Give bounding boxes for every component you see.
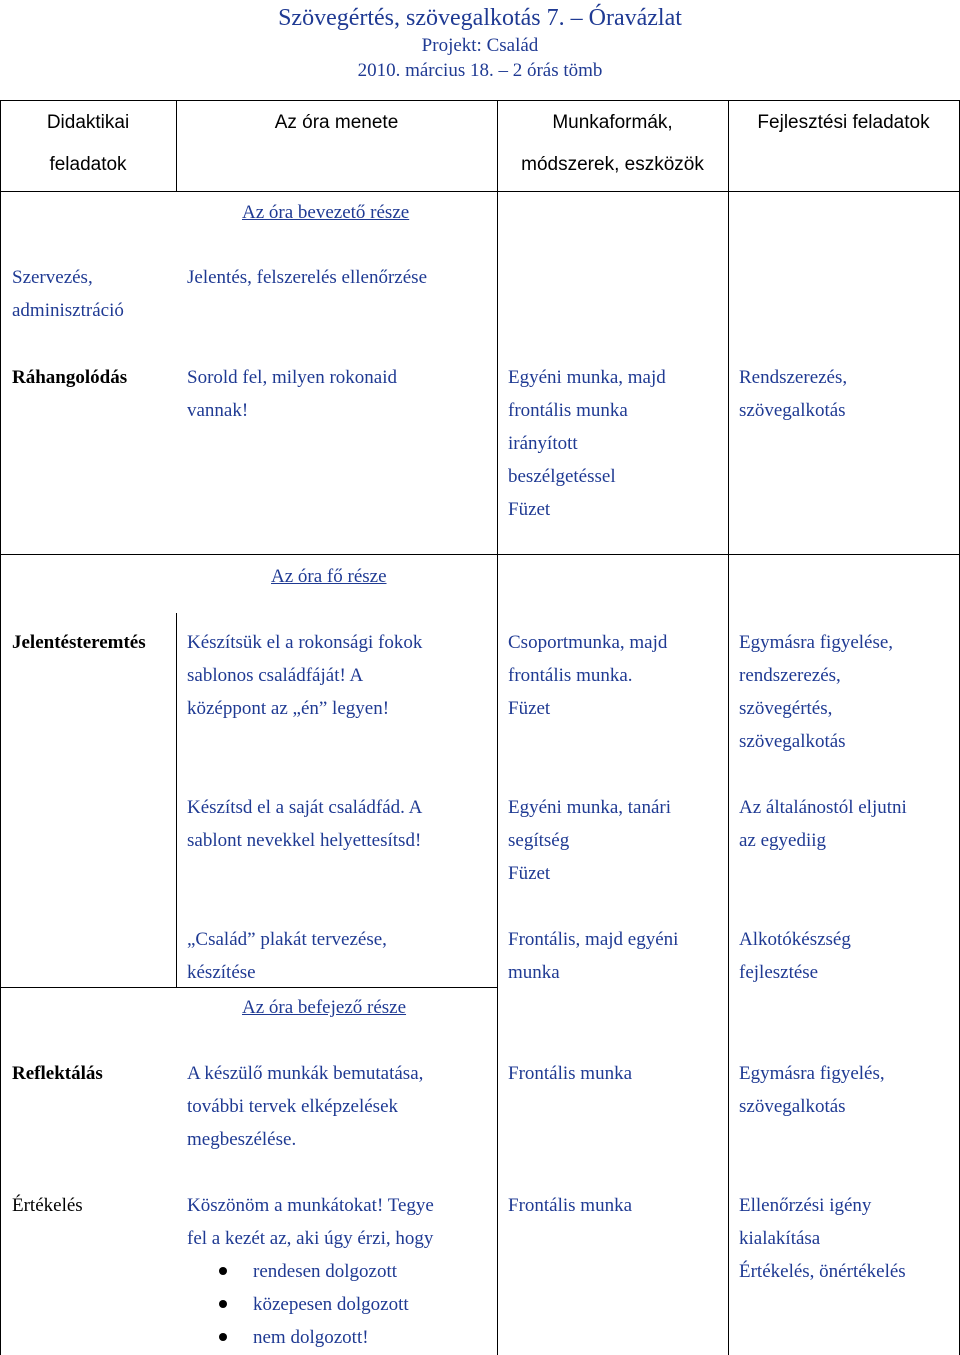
process-jelentesteremtes-1: Készítsük el a rokonsági fokok <box>187 632 423 653</box>
task-szervezes: Szervezés, <box>12 267 93 288</box>
method-ertekeles: Frontális munka <box>508 1195 633 1216</box>
section-intro: Az óra bevezető része <box>242 202 410 223</box>
process-jelentesteremtes-2: sablonos családfáját! A <box>187 665 364 686</box>
col-divider-3 <box>728 100 729 1355</box>
dev-reflektalas-1: Egymásra figyelés, <box>739 1063 885 1084</box>
dev-jelentesteremtes-2: rendszerezés, <box>739 665 841 686</box>
method-rahangolodas-1: Egyéni munka, majd <box>508 367 666 388</box>
method-jelentesteremtes-1: Csoportmunka, majd <box>508 632 668 653</box>
col-divider-1-main <box>176 613 177 987</box>
col-header-fejlesztesi: Fejlesztési feladatok <box>757 112 930 133</box>
dev-reflektalas-2: szövegalkotás <box>739 1096 846 1117</box>
process-ertekeles-1: Köszönöm a munkátokat! Tegye <box>187 1195 434 1216</box>
dev-jelentesteremtes-1: Egymásra figyelése, <box>739 632 894 653</box>
dev-rahangolodas-2: szövegalkotás <box>739 400 846 421</box>
process-plakat-1: „Család” plakát tervezése, <box>187 929 387 950</box>
bullet-dot <box>219 1333 227 1341</box>
method-jelentesteremtes-2: frontális munka. <box>508 665 633 686</box>
dev-csaladfa-1: Az általánostól eljutni <box>739 797 907 818</box>
dev-csaladfa-2: az egyediig <box>739 830 827 851</box>
bullet-item <box>253 1321 369 1354</box>
process-rahangolodas-1: Sorold fel, milyen rokonaid <box>187 367 398 388</box>
tool-rahangolodas: Füzet <box>508 499 551 520</box>
process-rahangolodas-2: vannak! <box>187 400 249 421</box>
section-main: Az óra fő része <box>271 566 387 587</box>
lesson-date: 2010. március 18. – 2 órás tömb <box>357 60 603 81</box>
dev-ertekeles-3: Értékelés, önértékelés <box>739 1261 906 1282</box>
task-ertekeles: Értékelés <box>12 1195 83 1216</box>
process-reflektalas-3: megbeszélése. <box>187 1129 297 1150</box>
process-jelentes: Jelentés, felszerelés ellenőrzése <box>187 267 428 288</box>
tool-jelentesteremtes: Füzet <box>508 698 551 719</box>
border-left <box>0 100 1 1355</box>
col-header-modszerek: módszerek, eszközök <box>521 154 704 175</box>
process-jelentesteremtes-3: középpont az „én” legyen! <box>187 698 390 719</box>
dev-jelentesteremtes-4: szövegalkotás <box>739 731 846 752</box>
bullet-dot <box>219 1267 227 1275</box>
bullet-label: nem dolgozott! <box>253 1327 369 1348</box>
col-header-didaktikai: Didaktikai <box>46 112 130 133</box>
bullet-label: rendesen dolgozott <box>253 1261 398 1282</box>
rule-intro-bottom <box>0 554 960 555</box>
rule-header-bottom <box>0 191 960 192</box>
col-header-ora-menete: Az óra menete <box>274 112 399 133</box>
method-reflektalas: Frontális munka <box>508 1063 633 1084</box>
dev-ertekeles-2: kialakítása <box>739 1228 821 1249</box>
dev-plakat-2: fejlesztése <box>739 962 819 983</box>
bullet-dot <box>219 1300 227 1308</box>
col-divider-2 <box>497 100 498 1355</box>
method-rahangolodas-4: beszélgetéssel <box>508 466 616 487</box>
col-header-feladatok: feladatok <box>49 154 127 175</box>
task-jelentesteremtes: Jelentésteremtés <box>12 632 146 653</box>
task-adminisztracio: adminisztráció <box>12 300 124 321</box>
process-reflektalas-1: A készülő munkák bemutatása, <box>187 1063 424 1084</box>
project-name: Projekt: Család <box>421 35 539 56</box>
dev-rahangolodas-1: Rendszerezés, <box>739 367 848 388</box>
col-header-munkaformak: Munkaformák, <box>552 112 673 133</box>
process-reflektalas-2: további tervek elképzelések <box>187 1096 399 1117</box>
process-csaladfa-1: Készítsd el a saját családfád. A <box>187 797 423 818</box>
bullet-item <box>253 1255 397 1288</box>
section-closing: Az óra befejező része <box>242 997 407 1018</box>
dev-ertekeles-1: Ellenőrzési igény <box>739 1195 872 1216</box>
bullet-item <box>253 1288 409 1321</box>
rule-top <box>0 100 960 101</box>
method-rahangolodas-3: irányított <box>508 433 578 454</box>
tool-csaladfa: Füzet <box>508 863 551 884</box>
process-csaladfa-2: sablont nevekkel helyettesítsd! <box>187 830 422 851</box>
method-plakat-1: Frontális, majd egyéni <box>508 929 679 950</box>
method-plakat-2: munka <box>508 962 560 983</box>
process-ertekeles-2: fel a kezét az, aki úgy érzi, hogy <box>187 1228 434 1249</box>
method-csaladfa-2: segítség <box>508 830 570 851</box>
task-reflektalas: Reflektálás <box>12 1063 103 1084</box>
method-rahangolodas-2: frontális munka <box>508 400 628 421</box>
dev-plakat-1: Alkotókészség <box>739 929 851 950</box>
process-plakat-2: készítése <box>187 962 256 983</box>
document-title: Szövegértés, szövegalkotás 7. – Óravázlat <box>278 5 682 31</box>
task-rahangolodas: Ráhangolódás <box>12 367 128 388</box>
dev-jelentesteremtes-3: szövegértés, <box>739 698 833 719</box>
bullet-label: közepesen dolgozott <box>253 1294 409 1315</box>
method-csaladfa-1: Egyéni munka, tanári <box>508 797 672 818</box>
